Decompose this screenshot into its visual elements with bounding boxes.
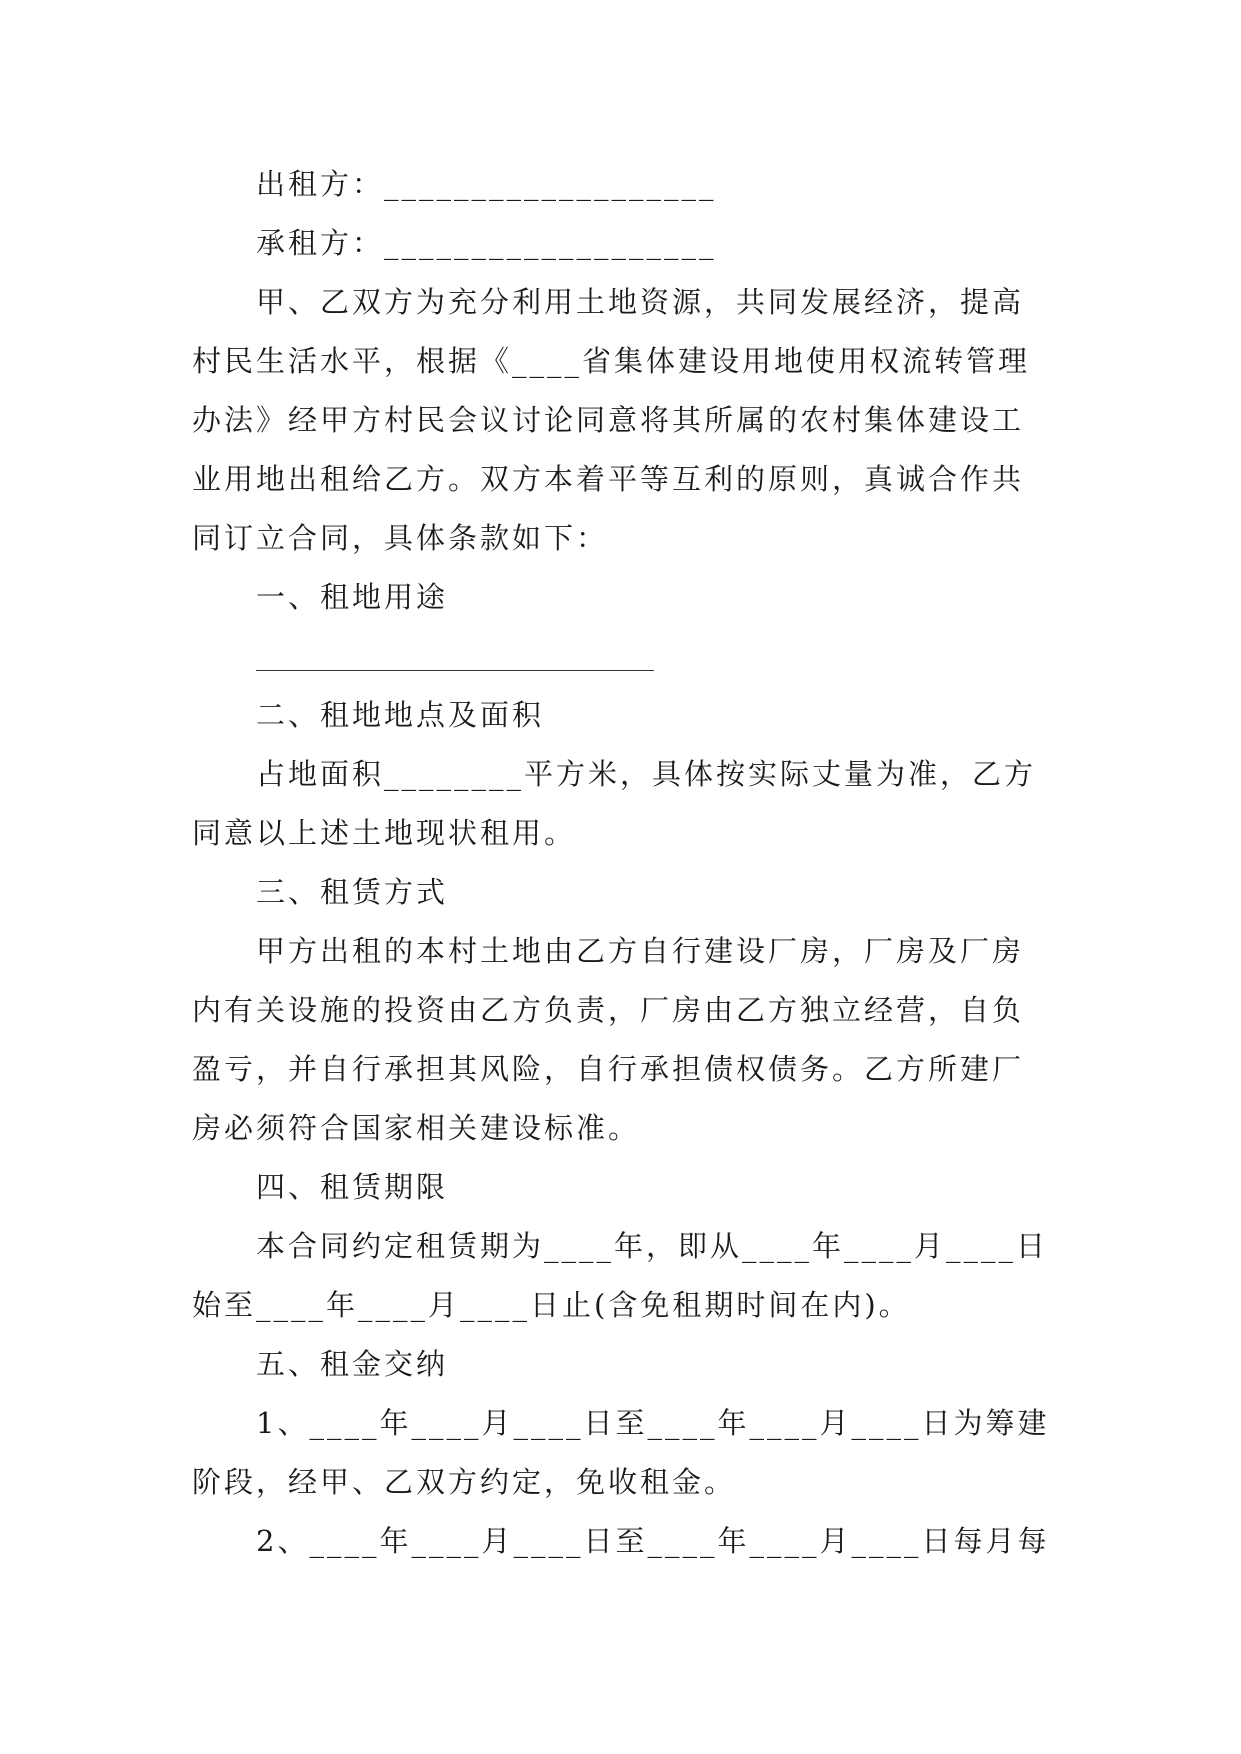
section-5-item-1-line-1: 1、____年____月____日至____年____月____日为筹建: [256, 1406, 1050, 1440]
land-use-blank: [192, 627, 1054, 686]
section-2-line-2: 同意以上述土地现状租用。: [192, 816, 577, 850]
preamble-line-2: 村民生活水平，根据《____省集体建设用地使用权流转管理: [192, 344, 1031, 378]
lessee-line: 承租方：___________________: [256, 226, 717, 260]
section-3-line-2: 内有关设施的投资由乙方负责，厂房由乙方独立经营，自负: [192, 993, 1025, 1027]
section-heading-3: 三、租赁方式: [256, 875, 449, 909]
section-4-line-2: 始至____年____月____日止(含免租期时间在内)。: [192, 1288, 911, 1322]
preamble-line-5: 同订立合同，具体条款如下：: [192, 521, 609, 555]
section-4-line-1: 本合同约定租赁期为____年，即从____年____月____日: [256, 1229, 1049, 1263]
section-3-line-1: 甲方出租的本村土地由乙方自行建设厂房，厂房及厂房: [256, 934, 1025, 968]
section-3-line-4: 房必须符合国家相关建设标准。: [192, 1111, 641, 1145]
preamble-line-3: 办法》经甲方村民会议讨论同意将其所属的农村集体建设工: [192, 403, 1025, 437]
preamble-line-4: 业用地出租给乙方。双方本着平等互利的原则，真诚合作共: [192, 462, 1025, 496]
section-2-line-1: 占地面积________平方米，具体按实际丈量为准，乙方: [256, 757, 1037, 791]
section-5-item-1-line-2: 阶段，经甲、乙双方约定，免收租金。: [192, 1465, 737, 1499]
document-body: [192, 155, 1054, 1571]
section-3-line-3: 盈亏，并自行承担其风险，自行承担债权债务。乙方所建厂: [192, 1052, 1025, 1086]
section-heading-2: 二、租地地点及面积: [256, 698, 545, 732]
preamble-line-1: 甲、乙双方为充分利用土地资源，共同发展经济，提高: [256, 285, 1025, 319]
section-heading-5: 五、租金交纳: [256, 1347, 449, 1381]
section-5-item-2-line-1: 2、____年____月____日至____年____月____日每月每: [256, 1524, 1050, 1558]
section-heading-1: 一、租地用途: [256, 580, 449, 614]
lessor-line: 出租方：___________________: [256, 167, 717, 201]
blank-rule: [256, 670, 654, 671]
section-heading-4: 四、租赁期限: [256, 1170, 449, 1204]
